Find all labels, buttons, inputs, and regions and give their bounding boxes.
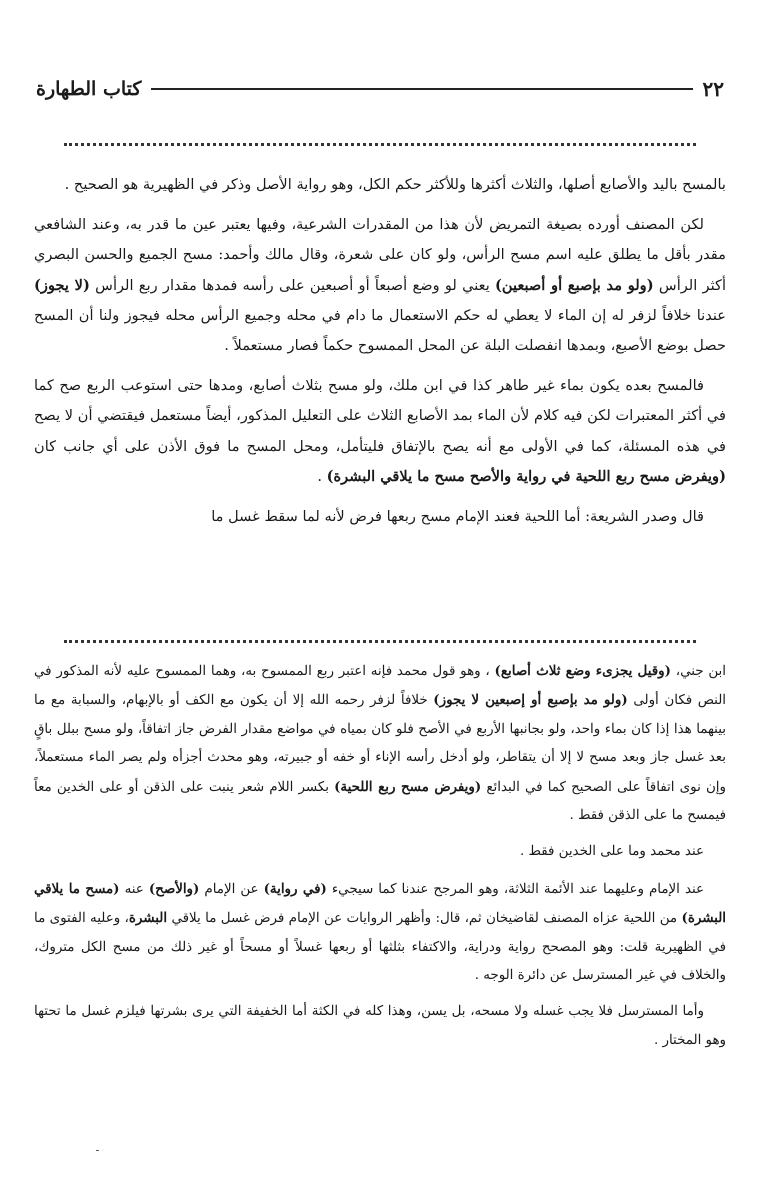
- matn-quote: (ويفرض مسح ربع اللحية في رواية والأصح مسح ما يلاقي البشرة): [326, 467, 726, 485]
- main-paragraph: [34, 502, 726, 532]
- matn-quote: (ويفرض مسح ربع اللحية): [334, 778, 482, 795]
- notes-text-run: ، وعليه الفتوى ما في الظهيرية قلت: وهو المصحح رواية ودراية، والاكتفاء بثلثها أو ربعها غسلاً أو مسحاً أو غير ذلك من مسح الكل متروك، والخلاف في غير المسترسل عن دائرة الوجه .: [34, 911, 726, 984]
- notes-text-run: ، وهو قول محمد فإنه اعتبر ربع الممسوح به، وهما الممسوح عليه لأنه المذكور في النص فكان أولى: [34, 664, 727, 709]
- main-text-run: .: [317, 467, 322, 485]
- commentary-text: [34, 657, 726, 1063]
- main-text-run: فالمسح بعده يكون بماء غير طاهر كذا في ابن ملك، ولو مسح بثلاث أصابع، ومدها حتى استوعب الربع صح كما في أكثر المعتبرات لكن فيه كلام لأن الماء بمد الأصابع الثلاث على التعليل المذكور، أيضاً مستعمل فيقتضي أن لا يصح في هذه المسئلة، كما في الأولى مع أنه يصح بالإتفاق فليتأمل، ومحل المسح ما فوق الأذن على أي جانب كان: [34, 377, 726, 455]
- notes-text-run: عند محمد وما على الخدين فقط .: [519, 844, 704, 860]
- scan-mark: [96, 1150, 99, 1151]
- main-text-run: عندنا خلافاً لزفر له إن الماء لا يعطي له حكم الاستعمال ما دام في محله وجميع الرأس محله فيجوز ولنا أن المسح حصل بوضع الأصبع، وبمدها انفصلت البلة عن المحل الممسوح حكماً فصار مستعملاً .: [34, 306, 726, 355]
- matn-quote: (ولو مد بإصبع أو إصبعين لا يجوز): [433, 692, 628, 709]
- notes-text-run: عن الإمام: [204, 881, 259, 897]
- matn-quote: (في رواية): [263, 880, 327, 897]
- notes-paragraph: [34, 998, 726, 1055]
- notes-text-run: خلافاً لزفر رحمه الله إلا أن يكون مع الكف أو بالإبهام، والسبابة مع ما بينهما هذا إذا كان بماء واحد، ولو بجانبها الأربع في الأصح فلو كان بمياه في مواضع مقدار الفرض جاز اتفاقاً، ولو مسح ببلل باقٍ بعد غسل جاز وبعد مسح لا إلا أن يتقاطر، ولو أدخل رأسه الإناء أو خفه أو جبيرته، وهو محدث أجزأه ولم يصر الماء مستعملاً، وإن نوى اتفاقاً على الصحيح كما في البدائع: [34, 693, 726, 795]
- matn-quote: (مسح ما يلاقي البشرة): [34, 880, 727, 927]
- notes-text-run: بكسر اللام شعر ينبت على الذقن أو على الخدين معاً فيمسح ما على الذقن فقط .: [34, 779, 726, 824]
- main-paragraph: [34, 210, 726, 361]
- notes-text-run: من اللحية عزاه المصنف لقاضيخان ثم، قال: وأظهر الروايات عن الإمام فرض غسل ما يلاقي: [171, 911, 678, 927]
- main-paragraph: [34, 170, 726, 200]
- notes-text-run: عنه: [124, 881, 144, 897]
- book-title: كتاب الطهارة: [36, 78, 142, 100]
- notes-paragraph: [34, 838, 726, 866]
- main-text-run: لكن المصنف أورده بصيغة التمريض لأن هذا من المقدرات الشرعية، وفيها يعتبر عين ما قدر به، وعند الشافعي مقدر بأقل ما يطلق عليه اسم مسح الرأس، ولو كان على شعرة، وقال مالك وأحمد: مسح الجميع والحسن البصري أكثر الرأس: [34, 216, 727, 294]
- notes-paragraph: [34, 657, 726, 830]
- top-dotted-separator: [64, 143, 696, 154]
- page-number: ٢٢: [702, 77, 724, 101]
- matn-quote: (والأصح): [148, 880, 200, 897]
- notes-text-run: وأما المسترسل فلا يجب غسله ولا مسحه، بل يسن، وهذا كله في الكثة أما الخفيفة التي يرى بشرتها فيلزم غسل ما تحتها وهو المختار .: [34, 1004, 726, 1048]
- main-text: [34, 170, 726, 542]
- running-header: [36, 72, 724, 106]
- notes-text-run: عند الإمام وعليهما عند الأئمة الثلاثة، وهو المرجح عندنا كما سيجيء: [331, 881, 704, 897]
- main-paragraph: [34, 371, 726, 492]
- main-text-run: يعني لو وضع أصبعاً أو أصبعين على رأسه فمدها مقدار ربع الرأس: [95, 276, 490, 294]
- matn-quote: (وقيل يجزىء وضع ثلاث أصابع): [494, 663, 671, 679]
- matn-quote: البشرة: [128, 910, 168, 927]
- notes-paragraph: [34, 875, 726, 991]
- matn-quote: (لا يجوز): [34, 276, 90, 294]
- main-text-run: قال وصدر الشريعة: أما اللحية فعند الإمام مسح ربعها فرض لأنه لما سقط غسل ما: [211, 508, 704, 526]
- header-rule: [151, 88, 692, 90]
- main-text-run: بالمسح باليد والأصابع أصلها، والثلاث أكثرها وللأكثر حكم الكل، وهو رواية الأصل وذكر في الظهيرية هو الصحيح .: [64, 176, 726, 193]
- middle-dotted-separator: [64, 640, 696, 651]
- notes-text-run: ابن جني،: [675, 664, 727, 679]
- matn-quote: (ولو مد بإصبع أو أصبعين): [495, 276, 654, 294]
